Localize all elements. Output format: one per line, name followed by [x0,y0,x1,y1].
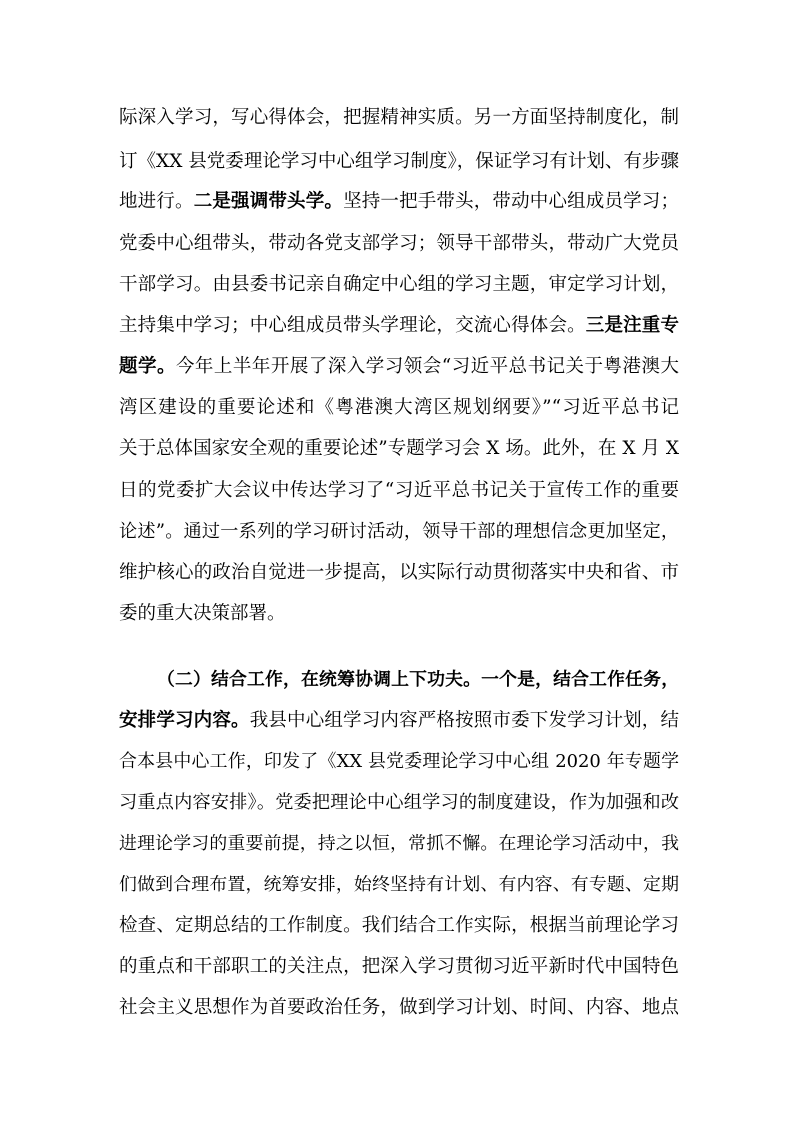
paragraph-2-line-3: 合本县中心工作，印发了《XX 县党委理论学习中心组 2020 年专题学 [119,751,679,772]
paragraph-2-line-9: 社会主义思想作为首要政治任务，做到学习计划、时间、内容、地点 [119,997,679,1018]
paragraph-2-line-7: 检查、定期总结的工作制度。我们结合工作实际，根据当前理论学习 [119,915,679,936]
paragraph-1-line-11: 论述”。通过一系列的学习研讨活动，领导干部的理想信念更加坚定， [119,521,679,542]
paragraph-1-line-5: 干部学习。由县委书记亲自确定中心组的学习主题，审定学习计划， [119,274,679,295]
paragraph-2-line-4: 习重点内容安排》。党委把理论中心组学习的制度建设，作为加强和改 [119,792,679,813]
paragraph-2-line-2: 安排学习内容。我县中心组学习内容严格按照市委下发学习计划，结 [119,710,679,731]
paragraph-1-line-12: 维护核心的政治自觉进一步提高，以实际行动贯彻落实中央和省、市 [119,562,679,583]
paragraph-1-line-6: 主持集中学习；中心组成员带头学理论，交流心得体会。三是注重专 [119,315,679,336]
paragraph-1-line-13: 委的重大决策部署。 [119,603,286,624]
heading-3: 三是注重专 [585,315,679,336]
paragraph-1-line-4: 党委中心组带头，带动各党支部学习；领导干部带头，带动广大党员 [119,233,679,254]
paragraph-1-line-1: 际深入学习，写心得体会，把握精神实质。另一方面坚持制度化，制 [119,107,679,128]
paragraph-1-line-7: 题学。今年上半年开展了深入学习领会“习近平总书记关于粤港澳大 [119,356,679,377]
paragraph-1-line-10: 日的党委扩大会议中传达学习了“习近平总书记关于宣传工作的重要 [119,480,679,501]
paragraph-1-line-2: 订《XX 县党委理论学习中心组学习制度》，保证学习有计划、有步骤 [119,151,679,172]
paragraph-1-line-8: 湾区建设的重要论述和《粤港澳大湾区规划纲要》”“习近平总书记 [119,397,679,418]
section-2-heading-line [157,665,679,695]
paragraph-1-line-3: 地进行。二是强调带头学。坚持一把手带头，带动中心组成员学习； [119,191,679,212]
paragraph-1-line-9: 关于总体国家安全观的重要论述”专题学习会 X 场。此外，在 X 月 X [119,438,679,459]
section-2-subheading: 安排学习内容。 [119,710,250,731]
paragraph-2-line-5: 进理论学习的重要前提，持之以恒，常抓不懈。在理论学习活动中，我 [119,833,679,854]
paragraph-2-line-6: 们做到合理布置，统筹安排，始终坚持有计划、有内容、有专题、定期 [119,874,679,895]
paragraph-2-line-8: 的重点和干部职工的关注点，把深入学习贯彻习近平新时代中国特色 [119,956,679,977]
heading-3-cont: 题学。 [119,356,176,377]
heading-2: 二是强调带头学。 [193,191,344,212]
section-2-heading: （二）结合工作，在统筹协调上下功夫。一个是，结合工作任务， [157,669,679,690]
